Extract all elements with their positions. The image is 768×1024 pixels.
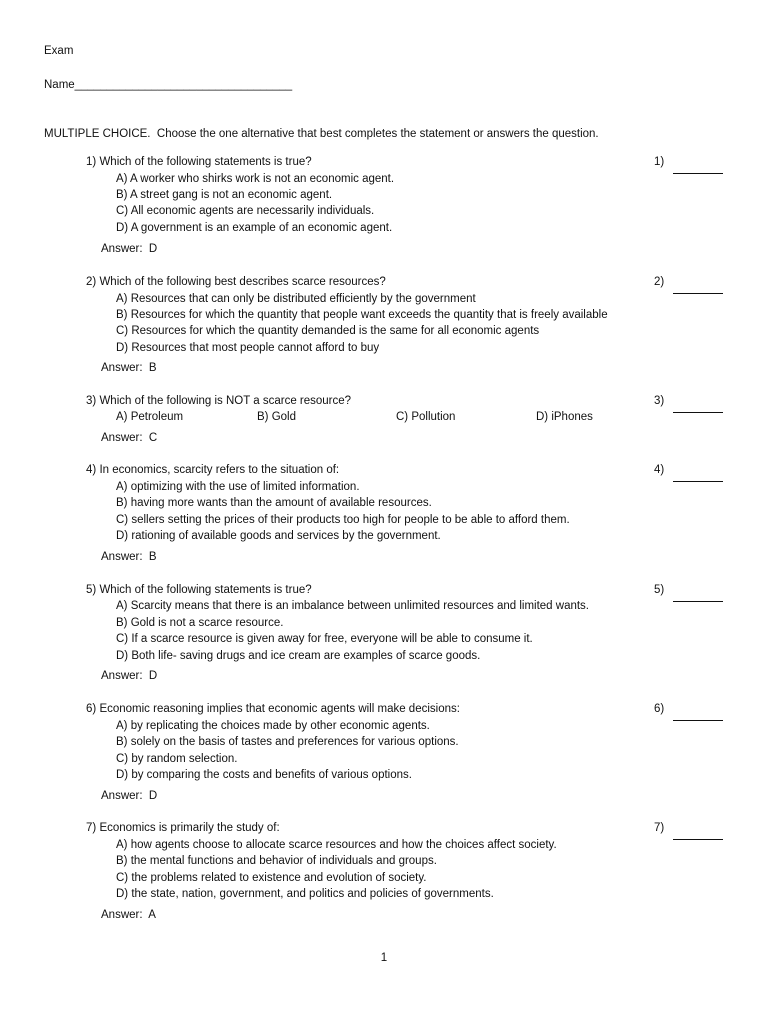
option-d: D) Both life- saving drugs and ice cream are examples of scarce goods. <box>116 650 481 662</box>
option-d: D) rationing of available goods and services by the government. <box>116 530 441 542</box>
question-stem: 2) Which of the following best describes scarce resources? <box>86 276 386 288</box>
option-c: C) All economic agents are necessarily individuals. <box>116 205 375 217</box>
option-c: C) by random selection. <box>116 753 238 765</box>
question-stem: 6) Economic reasoning implies that economic agents will make decisions: <box>86 703 460 715</box>
answer-blank <box>673 279 723 294</box>
answer-number: 6) <box>654 703 665 715</box>
option-b: B) A street gang is not an economic agent. <box>116 189 333 201</box>
answer-number: 5) <box>654 584 665 596</box>
answer-blank <box>673 159 723 174</box>
name-field: Name__________________________________ <box>44 79 293 91</box>
answer-blank <box>673 587 723 602</box>
answer-number: 7) <box>654 822 665 834</box>
option-c: C) Resources for which the quantity demanded is the same for all economic agents <box>116 325 540 337</box>
answer-blank <box>673 706 723 721</box>
option-d: D) the state, nation, government, and politics and policies of governments. <box>116 888 494 900</box>
answer-number: 4) <box>654 464 665 476</box>
answer: Answer: C <box>101 432 158 444</box>
option-a: A) Petroleum <box>116 411 184 423</box>
option-b: B) solely on the basis of tastes and preferences for various options. <box>116 736 459 748</box>
option-d: D) Resources that most people cannot afford to buy <box>116 342 380 354</box>
exam-title: Exam <box>44 45 74 57</box>
answer: Answer: D <box>101 243 158 255</box>
option-a: A) A worker who shirks work is not an economic agent. <box>116 173 395 185</box>
answer: Answer: D <box>101 790 158 802</box>
answer-blank <box>673 398 723 413</box>
answer: Answer: B <box>101 362 157 374</box>
option-a: A) Scarcity means that there is an imbalance between unlimited resources and limited wants. <box>116 600 590 612</box>
option-b: B) Resources for which the quantity that people want exceeds the quantity that is freely available <box>116 309 608 321</box>
option-b: B) Gold is not a scarce resource. <box>116 617 284 629</box>
option-c: C) If a scarce resource is given away for free, everyone will be able to consume it. <box>116 633 533 645</box>
option-a: A) how agents choose to allocate scarce resources and how the choices affect society. <box>116 839 557 851</box>
option-d: D) iPhones <box>536 411 593 423</box>
option-c: C) the problems related to existence and evolution of society. <box>116 872 427 884</box>
answer-number: 3) <box>654 395 665 407</box>
answer: Answer: D <box>101 670 158 682</box>
option-b: B) Gold <box>257 411 296 423</box>
answer-blank <box>673 467 723 482</box>
answer-blank <box>673 825 723 840</box>
option-b: B) having more wants than the amount of available resources. <box>116 497 432 509</box>
option-d: D) by comparing the costs and benefits of various options. <box>116 769 412 781</box>
question-stem: 5) Which of the following statements is true? <box>86 584 312 596</box>
question-stem: 4) In economics, scarcity refers to the situation of: <box>86 464 340 476</box>
option-a: A) Resources that can only be distributed efficiently by the government <box>116 293 476 305</box>
option-c: C) sellers setting the prices of their products too high for people to be able to afford them. <box>116 514 570 526</box>
option-c: C) Pollution <box>396 411 456 423</box>
question-stem: 1) Which of the following statements is true? <box>86 156 312 168</box>
instructions: MULTIPLE CHOICE. Choose the one alternative that best completes the statement or answers the question. <box>44 128 599 140</box>
option-a: A) optimizing with the use of limited information. <box>116 481 360 493</box>
answer: Answer: B <box>101 551 157 563</box>
option-d: D) A government is an example of an economic agent. <box>116 222 393 234</box>
question-stem: 7) Economics is primarily the study of: <box>86 822 280 834</box>
answer-number: 1) <box>654 156 665 168</box>
answer-number: 2) <box>654 276 665 288</box>
answer: Answer: A <box>101 909 156 921</box>
option-b: B) the mental functions and behavior of individuals and groups. <box>116 855 437 867</box>
question-stem: 3) Which of the following is NOT a scarce resource? <box>86 395 352 407</box>
page-number: 1 <box>380 952 388 964</box>
option-a: A) by replicating the choices made by other economic agents. <box>116 720 430 732</box>
